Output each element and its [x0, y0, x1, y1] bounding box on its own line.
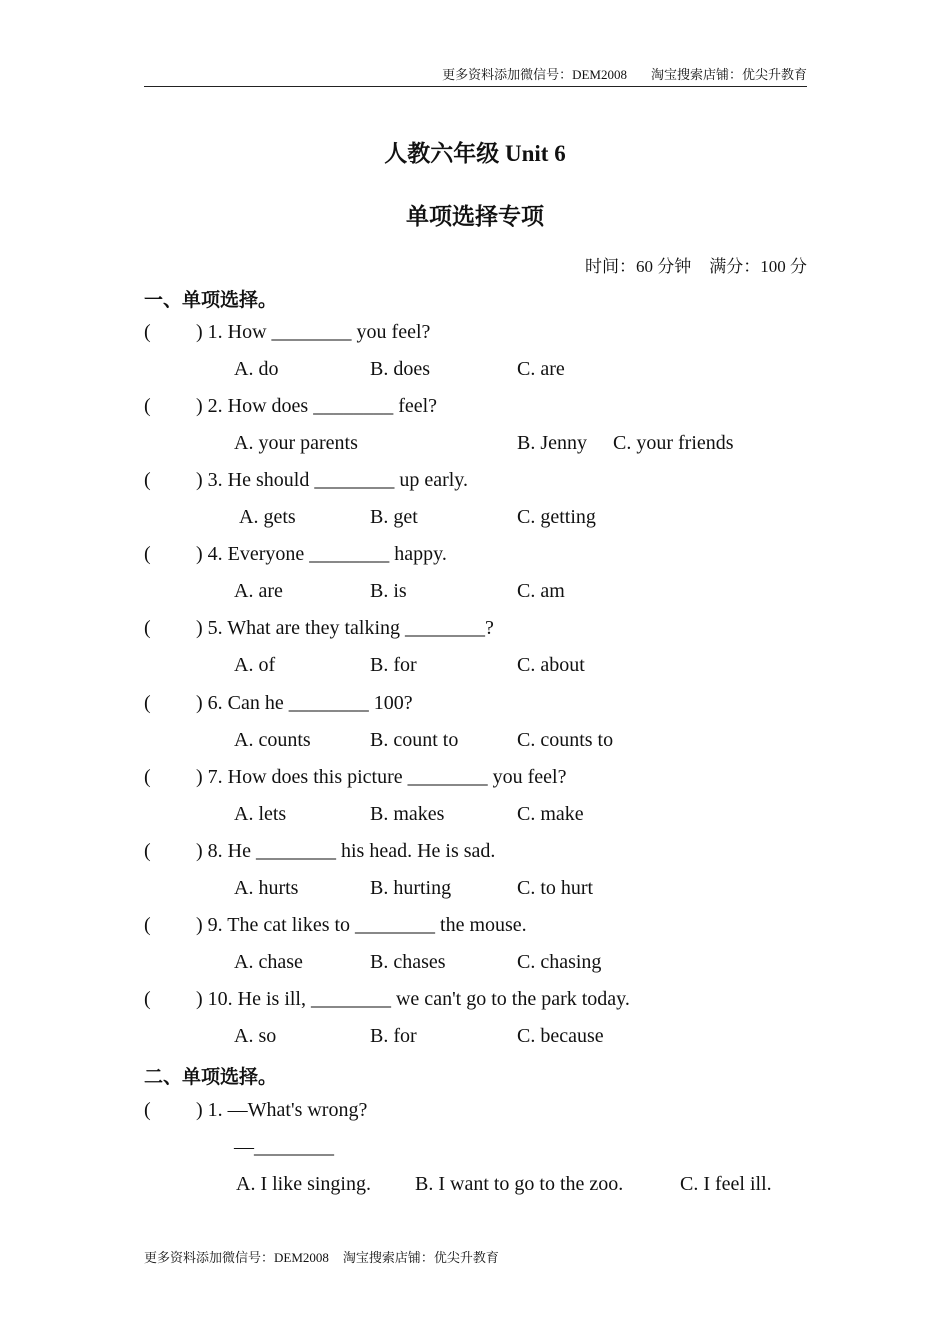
footer-wechat: 更多资料添加微信号：DEM2008: [144, 1250, 329, 1265]
header-wechat: 更多资料添加微信号：DEM2008: [442, 67, 627, 82]
time-limit: 时间：60 分钟: [585, 257, 692, 276]
option-b: B. does: [370, 358, 430, 380]
s2-question-1: ) 1. —What's wrong?: [196, 1099, 368, 1121]
answer-blank[interactable]: (: [144, 469, 151, 491]
option-a: A. I like singing.: [236, 1173, 371, 1195]
question-9: ) 9. The cat likes to ________ the mouse.: [196, 914, 527, 936]
option-c: C. because: [517, 1025, 604, 1047]
answer-blank[interactable]: (: [144, 692, 151, 714]
exam-meta: [585, 252, 807, 277]
option-b: B. count to: [370, 729, 459, 751]
option-b: B. chases: [370, 951, 446, 973]
page-footer: [144, 1247, 499, 1266]
page-subtitle: 单项选择专项: [406, 204, 544, 229]
question-2: ) 2. How does ________ feel?: [196, 395, 438, 417]
answer-line: —________: [234, 1136, 334, 1158]
option-c: C. make: [517, 803, 584, 825]
question-8: ) 8. He ________ his head. He is sad.: [196, 840, 496, 862]
option-a: A. of: [234, 654, 276, 676]
question-3: ) 3. He should ________ up early.: [196, 469, 468, 491]
option-a: A. counts: [234, 729, 311, 751]
answer-blank[interactable]: (: [144, 1099, 151, 1121]
option-c: C. chasing: [517, 951, 602, 973]
option-b: B. get: [370, 506, 418, 528]
full-score: 满分：100 分: [709, 257, 807, 276]
answer-blank[interactable]: (: [144, 321, 151, 343]
page-title: 人教六年级 Unit 6: [384, 141, 566, 166]
option-c: C. getting: [517, 506, 596, 528]
header-shop: 淘宝搜索店铺：优尖升教育: [650, 67, 807, 82]
answer-blank[interactable]: (: [144, 988, 151, 1010]
answer-blank[interactable]: (: [144, 840, 151, 862]
option-c: C. I feel ill.: [680, 1173, 772, 1195]
answer-blank[interactable]: (: [144, 914, 151, 936]
option-c: C. your friends: [613, 432, 734, 454]
answer-blank[interactable]: (: [144, 395, 151, 417]
option-a: A. your parents: [234, 432, 358, 454]
section-1-heading: 一、单项选择。: [144, 290, 278, 311]
option-a: A. chase: [234, 951, 303, 973]
option-a: A. hurts: [234, 877, 299, 899]
option-a: A. so: [234, 1025, 277, 1047]
question-7: ) 7. How does this picture ________ you feel?: [196, 766, 567, 788]
option-c: C. about: [517, 654, 585, 676]
option-c: C. to hurt: [517, 877, 594, 899]
question-6: ) 6. Can he ________ 100?: [196, 692, 413, 714]
question-4: ) 4. Everyone ________ happy.: [196, 543, 447, 565]
answer-blank[interactable]: (: [144, 766, 151, 788]
option-a: A. gets: [239, 506, 296, 528]
option-b: B. is: [370, 580, 407, 602]
option-b: B. I want to go to the zoo.: [415, 1173, 624, 1195]
footer-shop: 淘宝搜索店铺：优尖升教育: [342, 1250, 499, 1265]
option-a: A. do: [234, 358, 279, 380]
option-c: C. are: [517, 358, 565, 380]
option-c: C. am: [517, 580, 565, 602]
option-a: A. lets: [234, 803, 287, 825]
option-b: B. hurting: [370, 877, 452, 899]
question-5: ) 5. What are they talking ________?: [196, 617, 494, 639]
question-1: ) 1. How ________ you feel?: [196, 321, 431, 343]
page-header: [144, 66, 807, 87]
section-2-heading: 二、单项选择。: [144, 1067, 278, 1088]
option-b: B. Jenny: [517, 432, 587, 454]
answer-blank[interactable]: (: [144, 617, 151, 639]
option-b: B. for: [370, 1025, 417, 1047]
option-a: A. are: [234, 580, 283, 602]
option-b: B. makes: [370, 803, 445, 825]
option-b: B. for: [370, 654, 417, 676]
question-10: ) 10. He is ill, ________ we can't go to the park today.: [196, 988, 630, 1010]
answer-blank[interactable]: (: [144, 543, 151, 565]
option-c: C. counts to: [517, 729, 614, 751]
